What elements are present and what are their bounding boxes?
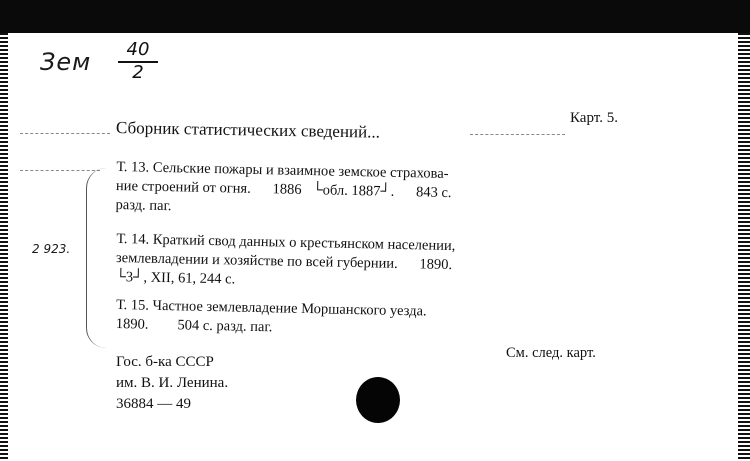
scan-top-border (0, 0, 750, 33)
scan-right-edge (738, 33, 750, 461)
handwritten-brace (86, 168, 111, 348)
entry-line: 1890. 504 с. разд. паг. (115, 315, 273, 336)
entry-line: Т. 14. Краткий свод данных о крестьянском населении, (116, 231, 456, 255)
library-dedication: им. В. И. Ленина. (116, 375, 229, 391)
library-stamp (116, 352, 228, 415)
entry-line: Т. 13. Сельские пожары и взаимное земское страхова- (116, 159, 449, 182)
entry-line: ние строений от огня. 1886 └обл. 1887┘. 843 с. (115, 178, 452, 202)
entry-volume-14 (115, 230, 455, 294)
handwritten-shelf-mark: Зем (40, 48, 92, 76)
card-title: Сборник статистических сведений... (115, 118, 381, 142)
see-next-card: См. след. карт. (506, 345, 596, 361)
entry-line: └3┘, XII, 61, 244 с. (115, 268, 236, 288)
card-number: Карт. 5. (570, 110, 618, 126)
scan-left-edge (0, 33, 8, 461)
entry-volume-15 (116, 296, 427, 340)
card-punch-hole (356, 377, 400, 423)
entry-volume-13 (115, 158, 452, 222)
catalog-number: 36884 — 49 (116, 396, 191, 412)
handwritten-fraction (118, 40, 158, 83)
fraction-numerator: 40 (118, 40, 158, 63)
pencil-line-left (20, 133, 110, 134)
pencil-line-margin (20, 170, 100, 171)
entry-line: землевладении и хозяйстве по всей губернии. 1890. (115, 250, 453, 274)
fraction-denominator: 2 (132, 62, 144, 83)
handwritten-margin-note: 2 923. (32, 242, 71, 256)
library-name: Гос. б-ка СССР (116, 354, 214, 370)
entry-line: Т. 15. Частное землевладение Моршанского уезда. (116, 297, 427, 320)
entry-line: разд. паг. (115, 196, 172, 215)
pencil-line-right (470, 134, 565, 135)
